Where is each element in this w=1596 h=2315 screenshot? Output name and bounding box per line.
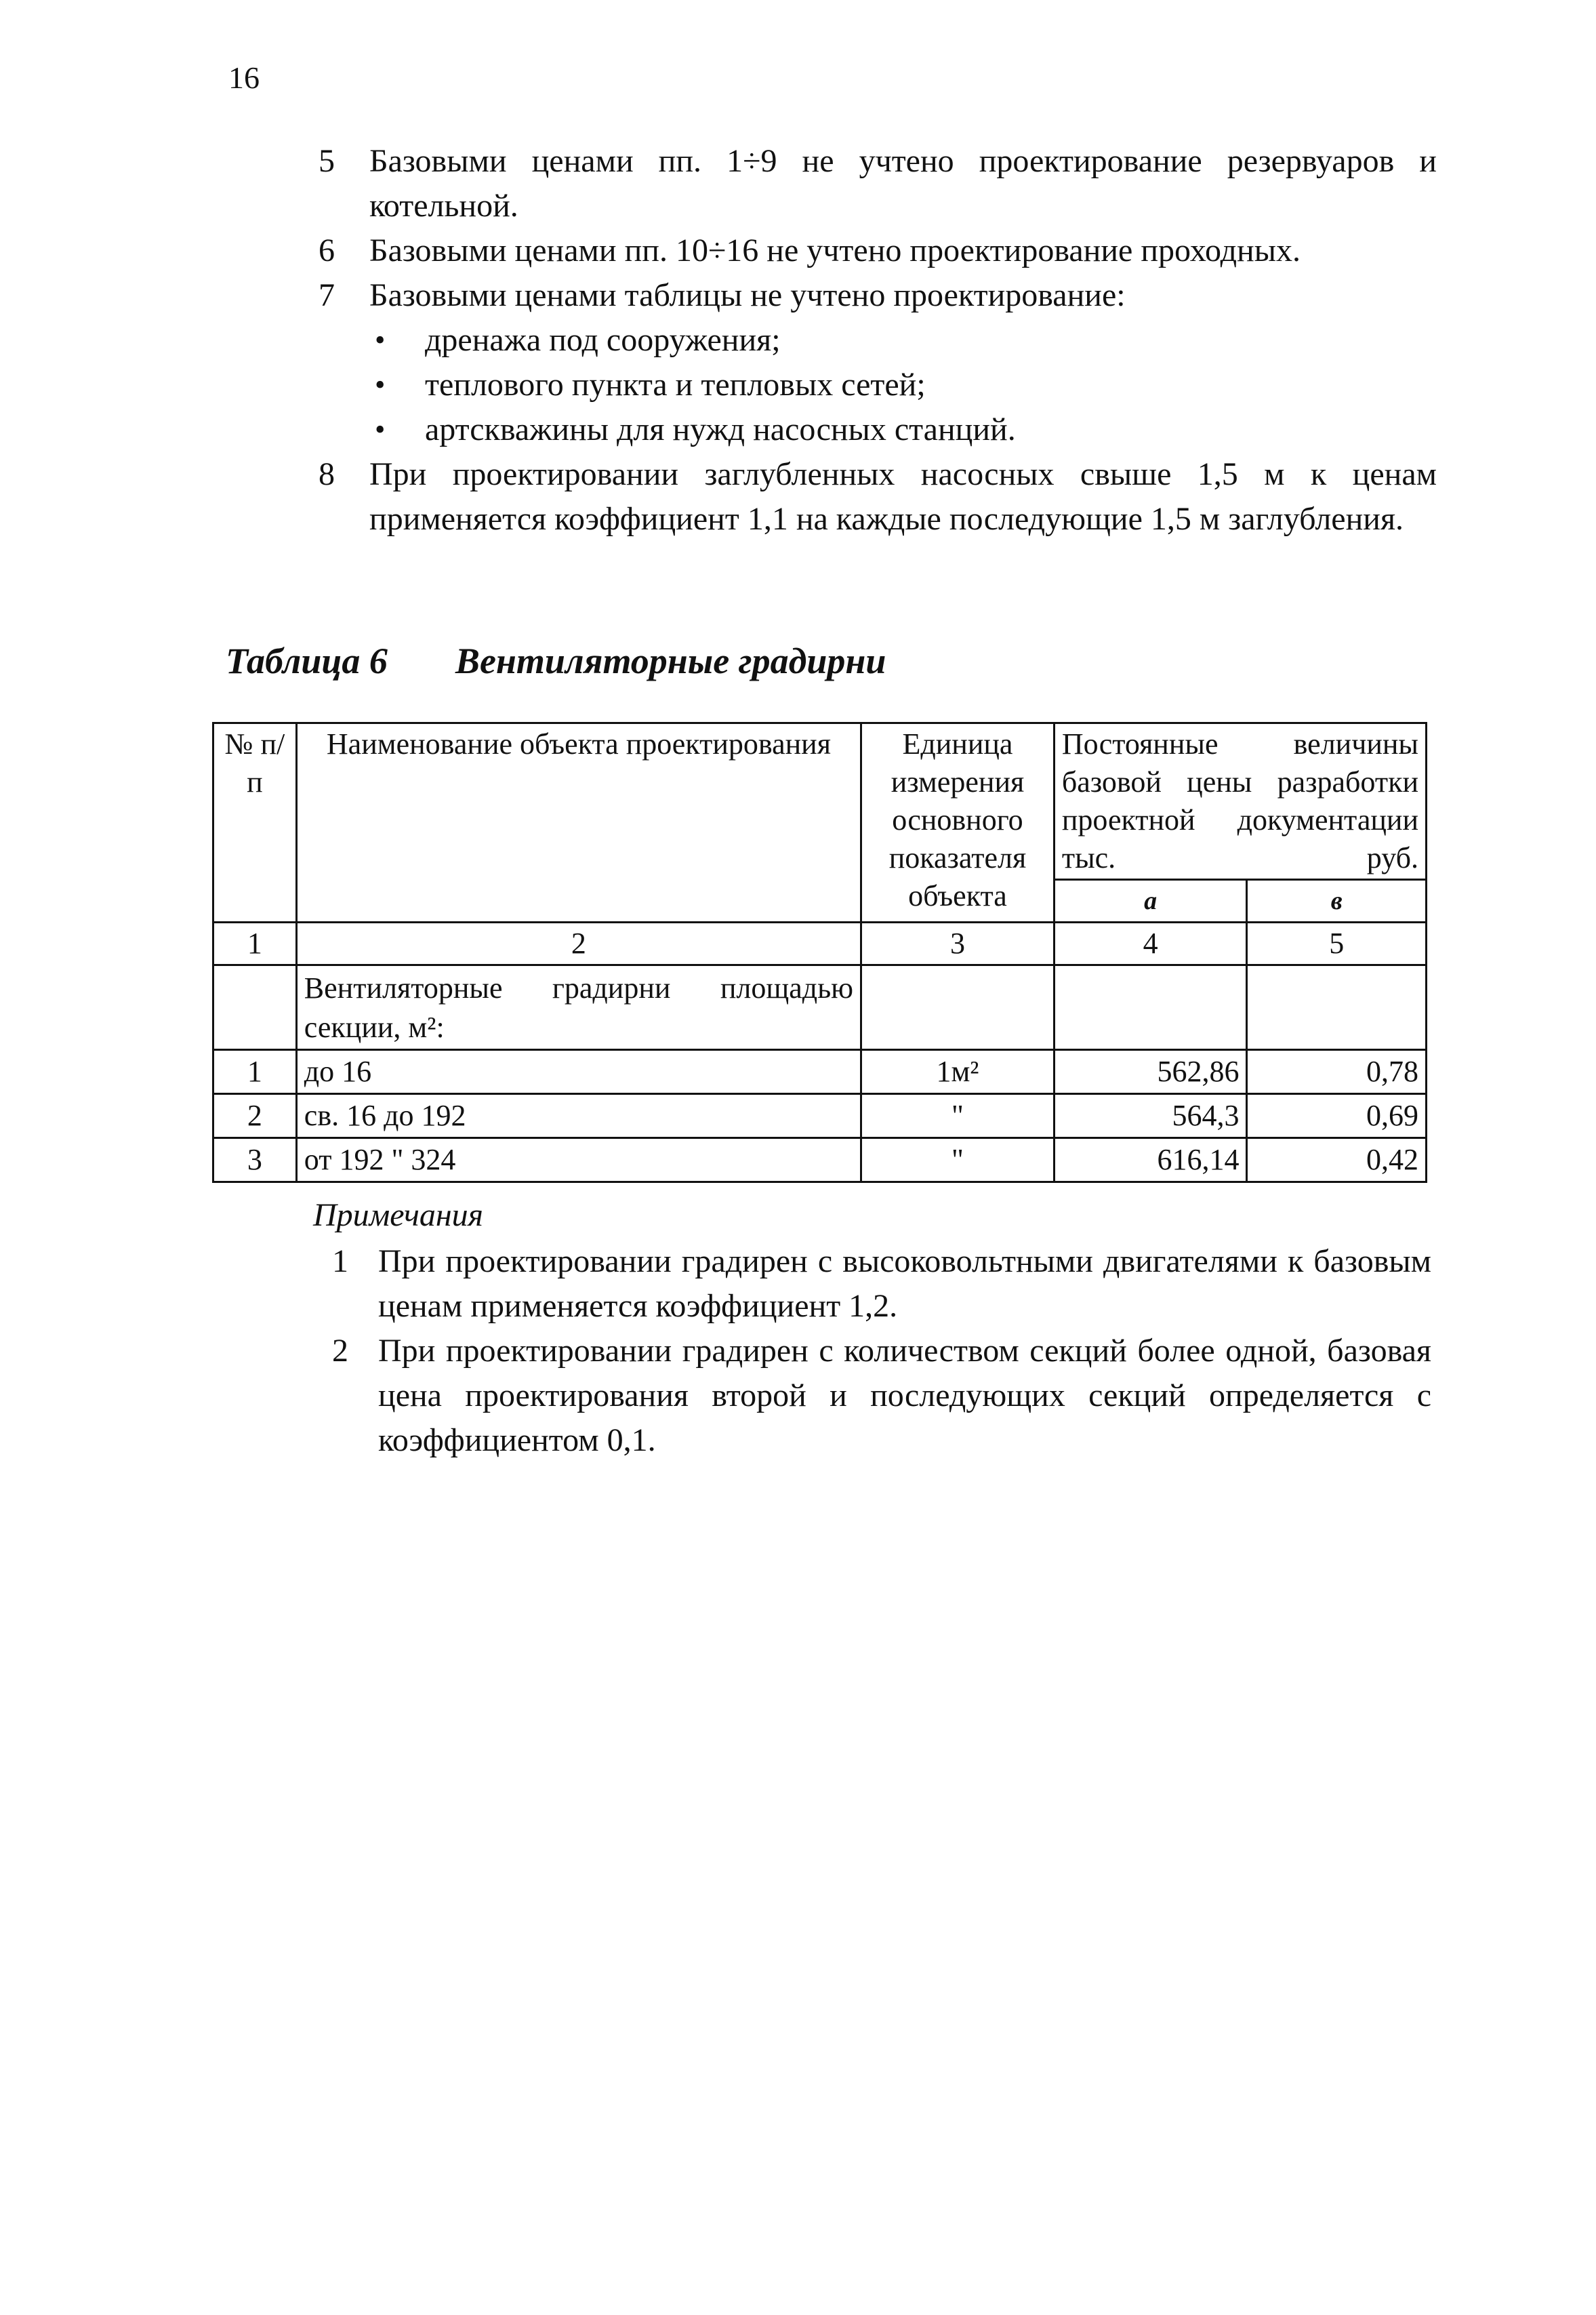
column-number: 1 bbox=[213, 923, 297, 965]
note-text: Базовыми ценами пп. 10÷16 не учтено проектирование проходных. bbox=[369, 233, 1301, 268]
bullet-icon: • bbox=[375, 413, 386, 446]
top-notes bbox=[319, 139, 1437, 542]
group-row bbox=[213, 965, 1427, 1050]
bullet-text: теплового пункта и тепловых сетей; bbox=[425, 367, 926, 403]
row-value-a: 616,14 bbox=[1054, 1138, 1247, 1182]
bottom-notes bbox=[313, 1193, 1431, 1463]
note-5 bbox=[319, 139, 1437, 228]
table-title: Вентиляторные градирни bbox=[455, 641, 886, 681]
note-text: При проектировании градирен с высоковольтными двигателями к базовым ценам применяется коэффициент 1,2. bbox=[378, 1243, 1431, 1324]
note-number: 7 bbox=[319, 277, 335, 313]
group-label: Вентиляторные градирни площадью секции, м²: bbox=[296, 965, 861, 1050]
table-row bbox=[213, 1138, 1427, 1182]
note-text: Базовыми ценами таблицы не учтено проектирование: bbox=[369, 277, 1126, 313]
row-name: от 192 " 324 bbox=[296, 1138, 861, 1182]
header-name: Наименование объекта проектирования bbox=[296, 723, 861, 923]
row-value-b: 0,78 bbox=[1247, 1050, 1427, 1094]
bullet-icon: • bbox=[375, 323, 386, 357]
row-unit: " bbox=[861, 1094, 1055, 1138]
row-num: 1 bbox=[213, 1050, 297, 1094]
notes-heading: Примечания bbox=[313, 1197, 483, 1233]
row-value-a: 564,3 bbox=[1054, 1094, 1247, 1138]
bottom-note-1 bbox=[313, 1239, 1431, 1329]
header-num: № п/п bbox=[213, 723, 297, 923]
table-header-row bbox=[213, 723, 1427, 880]
bullet-item bbox=[369, 318, 1437, 363]
column-number: 3 bbox=[861, 923, 1055, 965]
table-caption bbox=[226, 640, 886, 682]
note-6 bbox=[319, 228, 1437, 273]
header-a: а bbox=[1054, 880, 1247, 923]
bottom-note-2 bbox=[313, 1329, 1431, 1463]
note-number: 5 bbox=[319, 143, 335, 179]
note-text: При проектировании градирен с количеством секций более одной, базовая цена проектирования второй и последующих секций определяется с коэффициентом 0,1. bbox=[378, 1333, 1431, 1458]
bullet-item bbox=[369, 363, 1437, 407]
row-value-a: 562,86 bbox=[1054, 1050, 1247, 1094]
row-name: св. 16 до 192 bbox=[296, 1094, 861, 1138]
column-number: 5 bbox=[1247, 923, 1427, 965]
note-number: 8 bbox=[319, 456, 335, 492]
row-value-b: 0,69 bbox=[1247, 1094, 1427, 1138]
header-constants: Постоянные величины базовой цены разработки проектной документации тыс. руб. bbox=[1054, 723, 1426, 880]
table-label: Таблица 6 bbox=[226, 641, 388, 681]
row-num: 3 bbox=[213, 1138, 297, 1182]
header-unit: Единица измерения основного показателя объекта bbox=[861, 723, 1055, 923]
bullet-text: артскважины для нужд насосных станций. bbox=[425, 411, 1016, 447]
note-8 bbox=[319, 452, 1437, 542]
note-text: При проектировании заглубленных насосных свыше 1,5 м к ценам применяется коэффициент 1,1 на каждые последующие 1,5 м заглубления. bbox=[369, 456, 1437, 537]
column-number-row bbox=[213, 923, 1427, 965]
page-number: 16 bbox=[228, 60, 260, 95]
header-b: в bbox=[1247, 880, 1427, 923]
row-value-b: 0,42 bbox=[1247, 1138, 1427, 1182]
bullet-item bbox=[369, 407, 1437, 452]
column-number: 4 bbox=[1054, 923, 1247, 965]
bullet-text: дренажа под сооружения; bbox=[425, 322, 781, 358]
note-number: 1 bbox=[332, 1243, 348, 1279]
note-number: 2 bbox=[332, 1333, 348, 1369]
row-unit: " bbox=[861, 1138, 1055, 1182]
cooling-towers-table bbox=[212, 722, 1427, 1183]
note-7 bbox=[319, 273, 1437, 318]
note-text: Базовыми ценами пп. 1÷9 не учтено проектирование резервуаров и котельной. bbox=[369, 143, 1437, 224]
column-number: 2 bbox=[296, 923, 861, 965]
row-unit: 1м² bbox=[861, 1050, 1055, 1094]
table-row bbox=[213, 1094, 1427, 1138]
note-number: 6 bbox=[319, 233, 335, 268]
row-name: до 16 bbox=[296, 1050, 861, 1094]
table-row bbox=[213, 1050, 1427, 1094]
bullet-list bbox=[319, 318, 1437, 452]
bullet-icon: • bbox=[375, 368, 386, 401]
row-num: 2 bbox=[213, 1094, 297, 1138]
